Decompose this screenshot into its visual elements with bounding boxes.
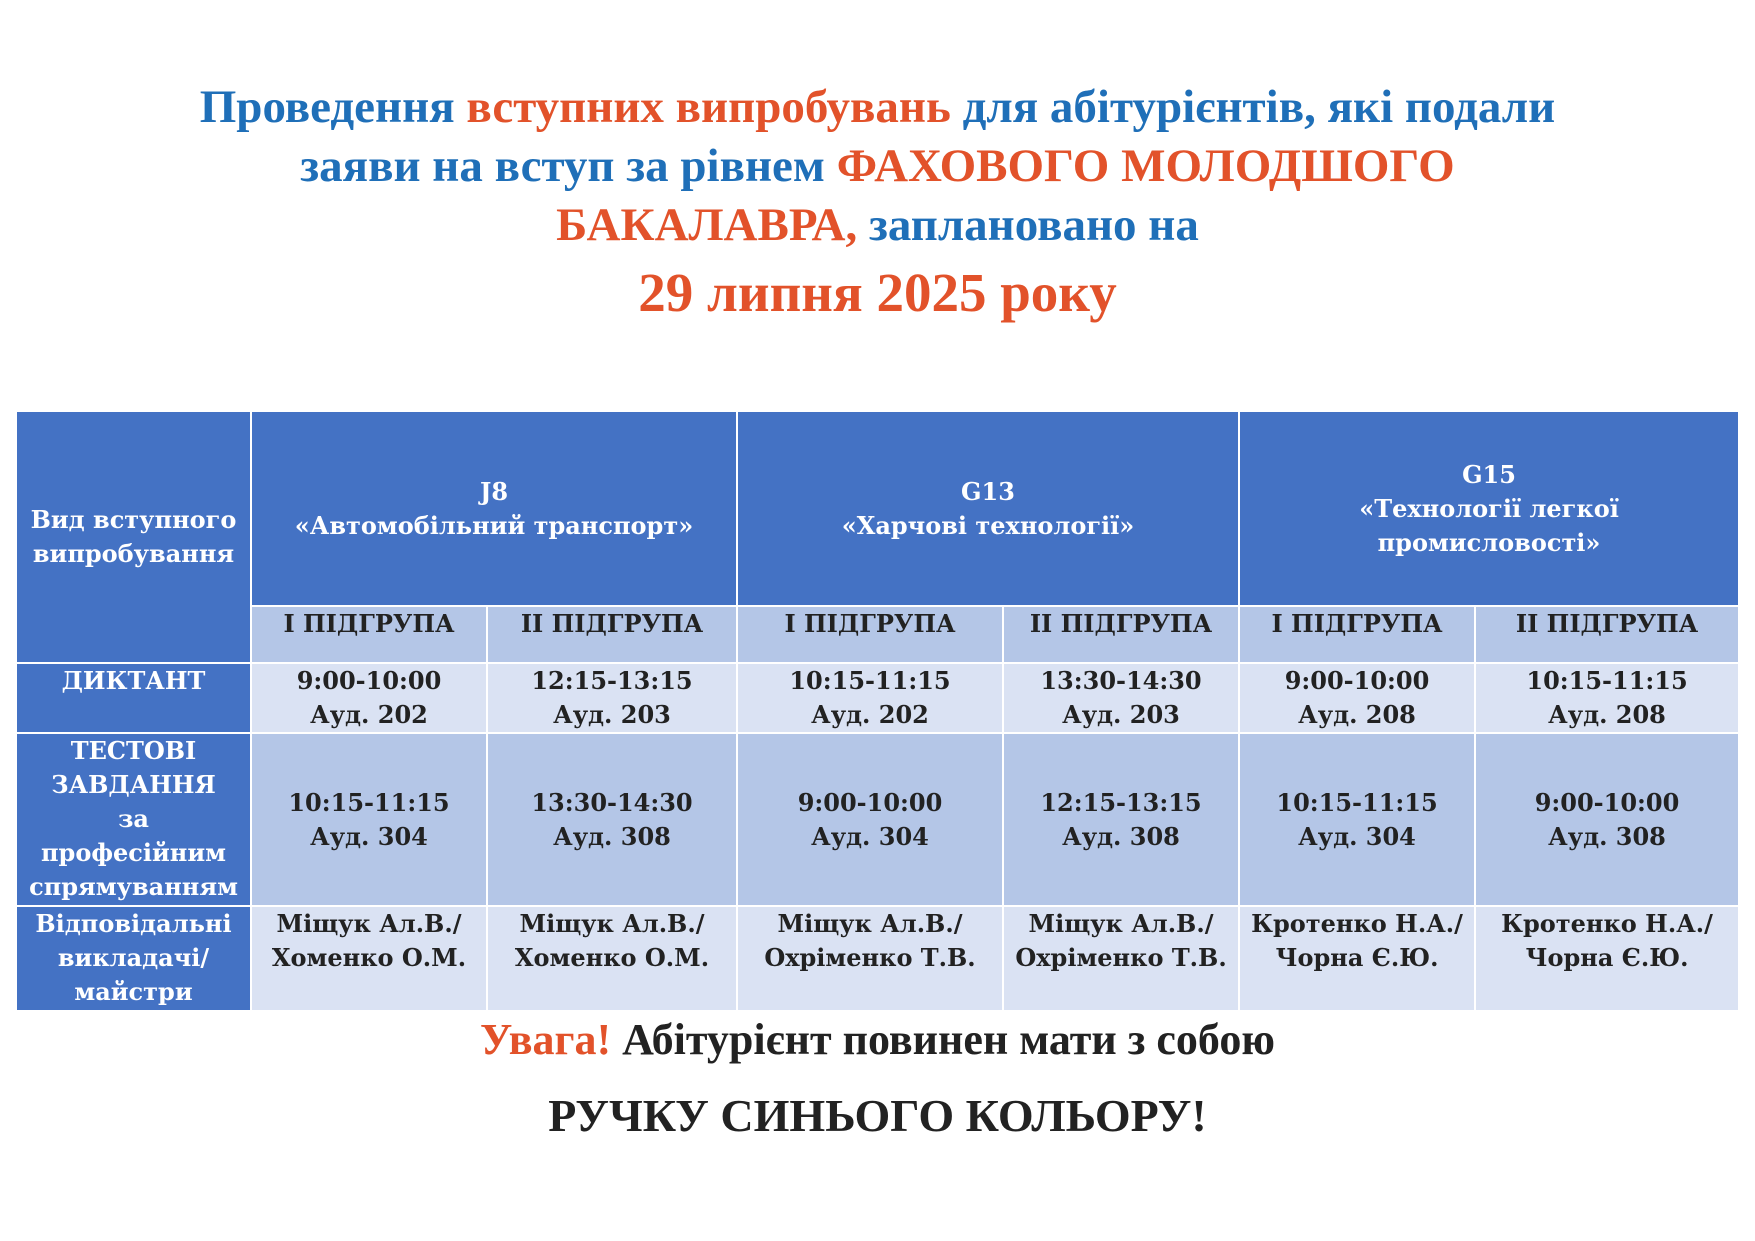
schedule-cell <box>1003 733 1239 906</box>
teacher-name: Міщук Ал.В./ <box>1028 909 1214 938</box>
notice-line-2: РУЧКУ СИНЬОГО КОЛЬОРУ! <box>548 1090 1207 1141</box>
cell-room: Ауд. 202 <box>811 700 929 729</box>
subgroup-header: II ПІДГРУПА <box>1475 606 1739 663</box>
schedule-cell <box>487 663 737 733</box>
table-row-teachers <box>16 906 1739 1011</box>
cell-time: 10:15-11:15 <box>288 787 450 817</box>
cell-room: Ауд. 308 <box>1062 821 1180 851</box>
row-label-tests <box>16 733 251 906</box>
specialty-code: G15 <box>1462 459 1516 489</box>
row-label-text: викладачі/ <box>57 943 210 972</box>
teacher-name: Міщук Ал.В./ <box>777 909 963 938</box>
schedule-cell <box>1239 733 1475 906</box>
schedule-cell <box>1003 663 1239 733</box>
heading-highlight: вступних випробувань <box>466 81 951 133</box>
specialty-code: J8 <box>479 476 509 506</box>
corner-header-text: випробування <box>32 539 235 568</box>
subgroup-header: II ПІДГРУПА <box>487 606 737 663</box>
cell-room: Ауд. 202 <box>310 700 428 729</box>
row-label-text: професійним <box>40 838 226 867</box>
cell-room: Ауд. 208 <box>1548 700 1666 729</box>
warning-word: Увага! <box>480 1015 612 1064</box>
teacher-cell <box>1475 906 1739 1011</box>
cell-time: 10:15-11:15 <box>1526 666 1688 695</box>
table-row-tests <box>16 733 1739 906</box>
cell-time: 9:00-10:00 <box>1284 666 1430 695</box>
teacher-name: Міщук Ал.В./ <box>519 909 705 938</box>
subgroup-header: I ПІДГРУПА <box>737 606 1003 663</box>
specialty-header-j8 <box>251 411 737 606</box>
specialty-header-g13 <box>737 411 1239 606</box>
page-heading <box>100 78 1655 329</box>
cell-time: 12:15-13:15 <box>1040 787 1202 817</box>
cell-time: 13:30-14:30 <box>1040 666 1202 695</box>
cell-time: 9:00-10:00 <box>797 787 943 817</box>
heading-text: заяви на вступ за рівнем <box>300 140 837 192</box>
heading-text: заплановано на <box>857 199 1199 251</box>
schedule-cell <box>1475 733 1739 906</box>
teacher-name: Чорна Є.Ю. <box>1275 943 1439 972</box>
heading-text: для абітурієнтів, які подали <box>950 81 1556 133</box>
row-label-text: ДИКТАНТ <box>61 666 206 695</box>
table-row-dictation <box>16 663 1739 733</box>
specialty-code: G13 <box>961 476 1015 506</box>
teacher-name: Кротенко Н.А./ <box>1251 909 1463 938</box>
specialty-header-g15 <box>1239 411 1739 606</box>
schedule-cell <box>251 663 487 733</box>
notice-line-1 <box>0 1012 1755 1068</box>
schedule-cell <box>487 733 737 906</box>
corner-header-text: Вид вступного <box>30 505 237 534</box>
cell-time: 9:00-10:00 <box>296 666 442 695</box>
cell-time: 10:15-11:15 <box>789 666 951 695</box>
teacher-cell <box>737 906 1003 1011</box>
teacher-name: Чорна Є.Ю. <box>1525 943 1689 972</box>
teacher-name: Міщук Ал.В./ <box>276 909 462 938</box>
cell-room: Ауд. 308 <box>553 821 671 851</box>
heading-line-3 <box>100 196 1655 255</box>
cell-time: 10:15-11:15 <box>1276 787 1438 817</box>
schedule-cell <box>1239 663 1475 733</box>
schedule-cell <box>737 733 1003 906</box>
cell-time: 9:00-10:00 <box>1534 787 1680 817</box>
specialty-name: «Автомобільний транспорт» <box>294 510 694 540</box>
specialty-name: промисловості» <box>1377 527 1601 557</box>
heading-highlight: ФАХОВОГО МОЛОДШОГО <box>836 140 1455 192</box>
subgroup-header: I ПІДГРУПА <box>1239 606 1475 663</box>
heading-text: Проведення <box>199 81 467 133</box>
row-label-text: спрямуванням <box>29 872 238 901</box>
exam-date: 29 липня 2025 року <box>638 262 1117 323</box>
teacher-name: Охріменко Т.В. <box>1015 943 1227 972</box>
row-label-text: Відповідальні <box>35 909 232 938</box>
teacher-cell <box>1003 906 1239 1011</box>
row-label-text: майстри <box>74 977 193 1006</box>
subgroup-row <box>16 606 1739 663</box>
cell-time: 13:30-14:30 <box>531 787 693 817</box>
teacher-name: Охріменко Т.В. <box>764 943 976 972</box>
heading-highlight: БАКАЛАВРА, <box>556 199 858 251</box>
cell-room: Ауд. 208 <box>1298 700 1416 729</box>
cell-room: Ауд. 203 <box>1062 700 1180 729</box>
cell-room: Ауд. 308 <box>1548 821 1666 851</box>
row-label-teachers <box>16 906 251 1011</box>
specialty-name: «Технології легкої <box>1359 493 1619 523</box>
teacher-name: Хоменко О.М. <box>271 943 467 972</box>
cell-room: Ауд. 203 <box>553 700 671 729</box>
cell-time: 12:15-13:15 <box>531 666 693 695</box>
teacher-name: Кротенко Н.А./ <box>1501 909 1713 938</box>
teacher-cell <box>1239 906 1475 1011</box>
cell-room: Ауд. 304 <box>1298 821 1416 851</box>
specialty-header-row <box>16 411 1739 606</box>
row-label-text: за <box>118 804 149 833</box>
heading-line-2 <box>100 137 1655 196</box>
heading-line-1 <box>100 78 1655 137</box>
specialty-name: «Харчові технології» <box>841 510 1135 540</box>
subgroup-header: I ПІДГРУПА <box>251 606 487 663</box>
row-label-text: ТЕСТОВІ <box>70 736 197 765</box>
subgroup-header: II ПІДГРУПА <box>1003 606 1239 663</box>
row-label-text: ЗАВДАННЯ <box>51 770 216 799</box>
notice-text: Абітурієнт повинен мати з собою <box>611 1015 1275 1064</box>
row-label-dictation <box>16 663 251 733</box>
teacher-cell <box>487 906 737 1011</box>
schedule-cell <box>1475 663 1739 733</box>
cell-room: Ауд. 304 <box>811 821 929 851</box>
teacher-cell <box>251 906 487 1011</box>
schedule-cell <box>737 663 1003 733</box>
schedule-cell <box>251 733 487 906</box>
exam-schedule-table <box>15 410 1740 1012</box>
cell-room: Ауд. 304 <box>310 821 428 851</box>
corner-header-cell <box>16 411 251 663</box>
teacher-name: Хоменко О.М. <box>514 943 710 972</box>
